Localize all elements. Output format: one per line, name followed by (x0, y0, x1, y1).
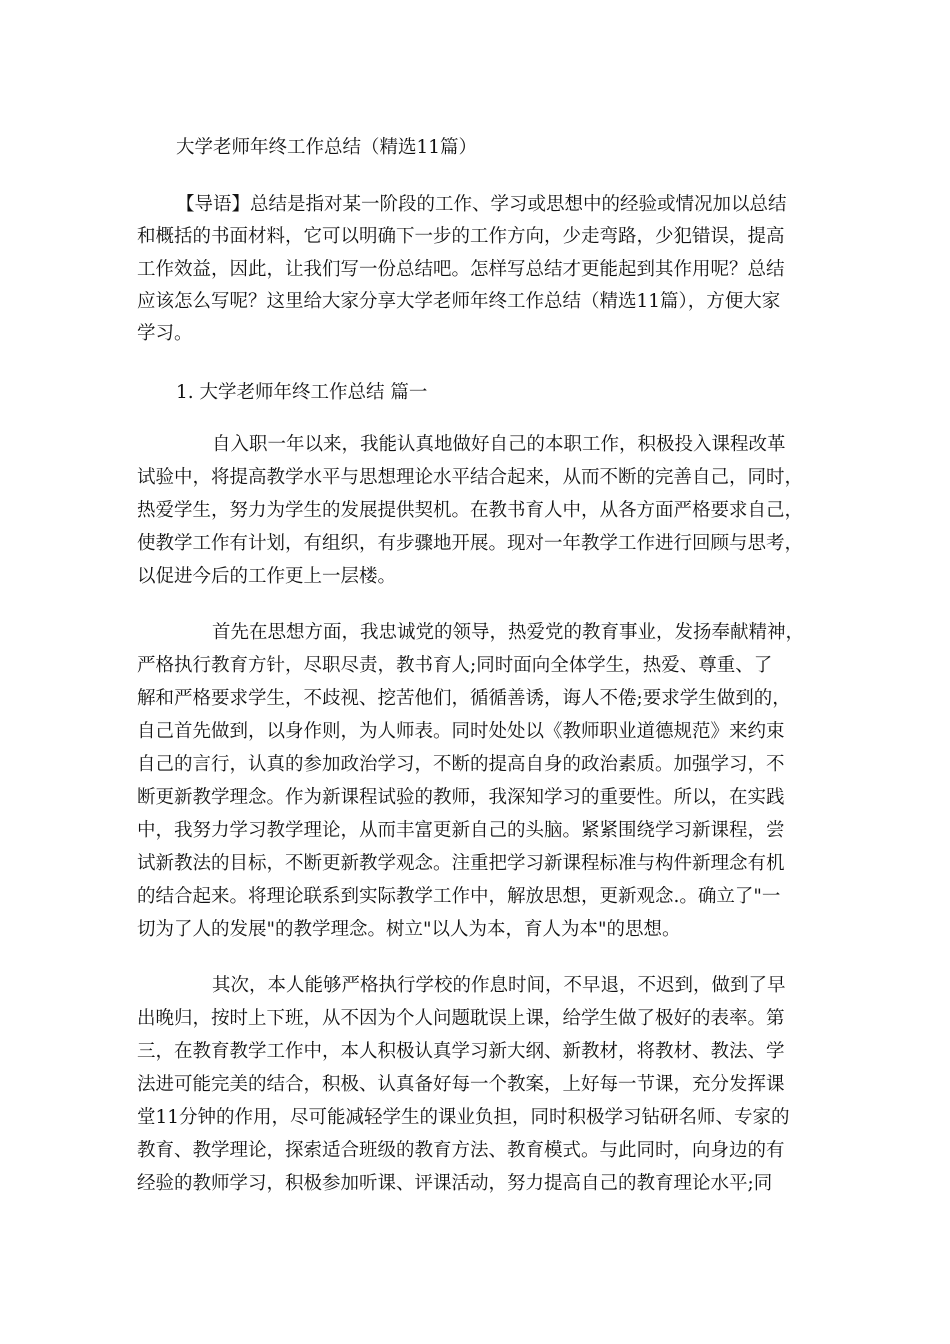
paragraph-line: 解和严格要求学生，不歧视、挖苦他们，循循善诱，诲人不倦;要求学生做到的， (137, 688, 791, 709)
intro-line: 【导语】总结是指对某一阶段的工作、学习或思想中的经验或情况加以总结 (176, 194, 787, 215)
paragraph-line: 以促进今后的工作更上一层楼。 (137, 566, 397, 587)
paragraph-line: 的结合起来。将理论联系到实际教学工作中，解放思想，更新观念.。确立了"一 (137, 886, 781, 907)
intro-line: 工作效益，因此，让我们写一份总结吧。怎样写总结才更能起到其作用呢？总结 (137, 259, 785, 280)
paragraph-line: 三，在教育教学工作中，本人积极认真学习新大纲、新教材，将教材、教法、学 (137, 1041, 785, 1062)
paragraph-line: 法进可能完美的结合，积极、认真备好每一个教案，上好每一节课，充分发挥课 (137, 1074, 785, 1095)
intro-line: 学习。 (137, 323, 193, 344)
paragraph-line: 自入职一年以来，我能认真地做好自己的本职工作，积极投入课程改革 (212, 434, 786, 455)
paragraph-line: 经验的教师学习，积极参加听课、评课活动，努力提高自己的教育理论水平;同 (137, 1173, 773, 1194)
intro-line: 和概括的书面材料，它可以明确下一步的工作方向，少走弯路，少犯错误，提高 (137, 226, 785, 247)
paragraph-line: 切为了人的发展"的教学理念。树立"以人为本，育人为本"的思想。 (137, 919, 681, 940)
paragraph-line: 使教学工作有计划，有组织，有步骤地开展。现对一年教学工作进行回顾与思考， (137, 533, 804, 554)
paragraph-line: 自己的言行，认真的参加政治学习，不断的提高自身的政治素质。加强学习，不 (137, 754, 785, 775)
paragraph-line: 出晚归，按时上下班，从不因为个人问题耽误上课，给学生做了极好的表率。第 (137, 1008, 785, 1029)
document-title: 大学老师年终工作总结（精选11篇） (176, 137, 478, 158)
paragraph-line: 中，我努力学习教学理论，从而丰富更新自己的头脑。紧紧围绕学习新课程，尝 (137, 820, 785, 841)
paragraph-line: 断更新教学理念。作为新课程试验的教师，我深知学习的重要性。所以，在实践 (137, 787, 785, 808)
paragraph-line: 首先在思想方面，我忠诚党的领导，热爱党的教育事业，发扬奉献精神， (212, 622, 805, 643)
section-heading: 1. 大学老师年终工作总结 篇一 (176, 382, 428, 403)
paragraph-line: 严格执行教育方针，尽职尽责，教书育人;同时面向全体学生，热爱、尊重、了 (137, 655, 773, 676)
paragraph-line: 自己首先做到，以身作则，为人师表。同时处处以《教师职业道德规范》来约束 (137, 721, 785, 742)
paragraph-line: 堂11分钟的作用，尽可能减轻学生的课业负担，同时积极学习钻研名师、专家的 (137, 1107, 790, 1128)
paragraph-line: 其次，本人能够严格执行学校的作息时间，不早退，不迟到，做到了早 (212, 975, 786, 996)
paragraph-line: 热爱学生，努力为学生的发展提供契机。在教书育人中，从各方面严格要求自己， (137, 500, 804, 521)
paragraph-line: 试新教法的目标，不断更新教学观念。注重把学习新课程标准与构件新理念有机 (137, 853, 785, 874)
intro-line: 应该怎么写呢？这里给大家分享大学老师年终工作总结（精选11篇），方便大家 (137, 291, 781, 312)
paragraph-line: 教育、教学理论，探索适合班级的教育方法、教育模式。与此同时，向身边的有 (137, 1140, 785, 1161)
paragraph-line: 试验中，将提高教学水平与思想理论水平结合起来，从而不断的完善自己，同时， (137, 467, 804, 488)
